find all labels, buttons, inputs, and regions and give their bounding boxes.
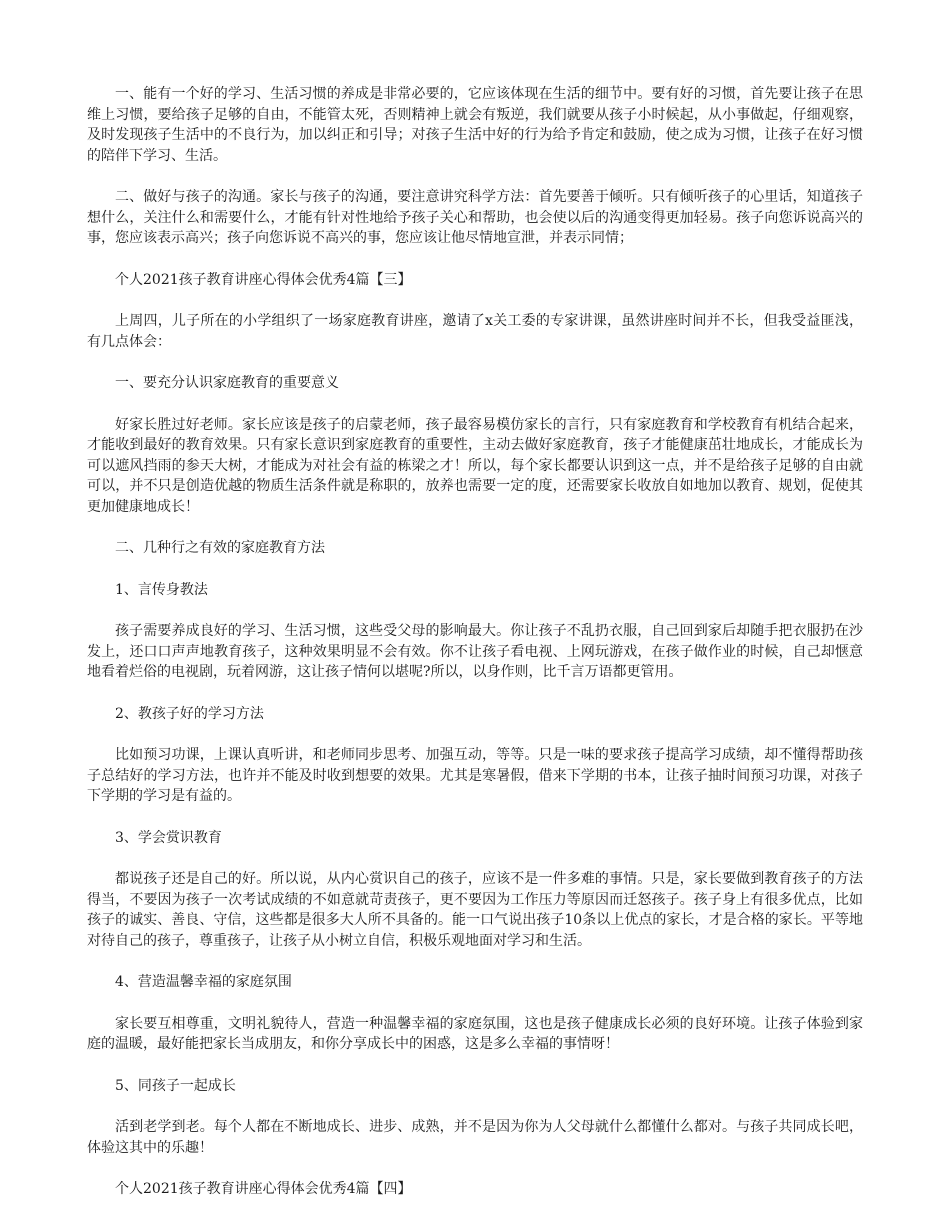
section-heading: 二、几种行之有效的家庭教育方法 [115,540,325,556]
paragraph: 活到老学到老。每个人都在不断地成长、进步、成熟，并不是因为你为人父母就什么都懂什么都对。与孩子共同成长吧，体验这其中的乐趣！ [87,1119,863,1156]
section-heading: 一、要充分认识家庭教育的重要意义 [115,375,339,391]
document-page [87,84,863,1221]
paragraph: 都说孩子还是自己的好。所以说，从内心赏识自己的孩子，应该不是一件多难的事情。只是，家长要做到教育孩子的方法得当，不要因为孩子一次考试成绩的不如意就苛责孩子，更不要因为工作压力等原因而迁怒孩子。孩子身上有很多优点，比如孩子的诚实、善良、守信，这些都是很多大人所不具备的。能一口气说出孩子10条以上优点的家长，才是合格的家长。平等地对待自己的孩子，尊重孩子，让孩子从小树立自信，积极乐观地面对学习和生活。 [87,871,863,949]
paragraph: 上周四，儿子所在的小学组织了一场家庭教育讲座，邀请了x关工委的专家讲课，虽然讲座时间并不长，但我受益匪浅，有几点体会： [87,313,863,350]
subsection-heading: 1、言传身教法 [115,581,208,598]
subsection-heading: 5、同孩子一起成长 [115,1077,236,1094]
paragraph: 一、能有一个好的学习、生活习惯的养成是非常必要的，它应该体现在生活的细节中。要有好的习惯，首先要让孩子在思维上习惯，要给孩子足够的自由，不能管太死，否则精神上就会有叛逆，我们就要从孩子小时候起，从小事做起，仔细观察，及时发现孩子生活中的不良行为，加以纠正和引导；对孩子生活中好的行为给予肯定和鼓励，使之成为习惯，让孩子在好习惯的陪伴下学习、生活。 [87,86,863,164]
subsection-heading: 2、教孩子好的学习方法 [115,705,264,722]
section-heading: 个人2021孩子教育讲座心得体会优秀4篇【三】 [115,271,412,288]
paragraph: 好家长胜过好老师。家长应该是孩子的启蒙老师，孩子最容易模仿家长的言行，只有家庭教育和学校教育有机结合起来，才能收到最好的教育效果。只有家长意识到家庭教育的重要性，主动去做好家庭教育，孩子才能健康茁壮地成长，才能成长为可以遮风挡雨的参天大树，才能成为对社会有益的栋梁之才！所以，每个家长都要认识到这一点，并不是给孩子足够的自由就可以，并不只是创造优越的物质生活条件就是称职的，放养也需要一定的度，还需要家长收放自如地加以教育、规划，促使其更加健康地成长！ [87,416,863,515]
paragraph: 二、做好与孩子的沟通。家长与孩子的沟通，要注意讲究科学方法：首先要善于倾听。只有倾听孩子的心里话，知道孩子想什么，关注什么和需要什么，才能有针对性地给予孩子关心和帮助，也会使以后的沟通变得更加轻易。孩子向您诉说高兴的事，您应该表示高兴；孩子向您诉说不高兴的事，您应该让他尽情地宣泄，并表示同情； [87,189,863,246]
subsection-heading: 3、学会赏识教育 [115,829,222,846]
paragraph: 孩子需要养成良好的学习、生活习惯，这些受父母的影响最大。你让孩子不乱扔衣服，自己回到家后却随手把衣服扔在沙发上，还口口声声地教育孩子，这种效果明显不会有效。你不让孩子看电视、上网玩游戏，在孩子做作业的时候，自己却惬意地看着烂俗的电视剧，玩着网游，这让孩子情何以堪呢?所以，以身作则，比千言万语都更管用。 [87,623,863,680]
paragraph: 家长要互相尊重，文明礼貌待人，营造一种温馨幸福的家庭氛围，这也是孩子健康成长必须的良好环境。让孩子体验到家庭的温暖，最好能把家长当成朋友，和你分享成长中的困惑，这是多么幸福的事情呀！ [87,1015,863,1052]
section-heading: 个人2021孩子教育讲座心得体会优秀4篇【四】 [115,1181,412,1197]
paragraph: 比如预习功课，上课认真听讲，和老师同步思考、加强互动，等等。只是一味的要求孩子提高学习成绩，却不懂得帮助孩子总结好的学习方法，也许并不能及时收到想要的效果。尤其是寒暑假，借来下学期的书本，让孩子抽时间预习功课，对孩子下学期的学习是有益的。 [87,747,863,804]
subsection-heading: 4、营造温馨幸福的家庭氛围 [115,974,292,990]
